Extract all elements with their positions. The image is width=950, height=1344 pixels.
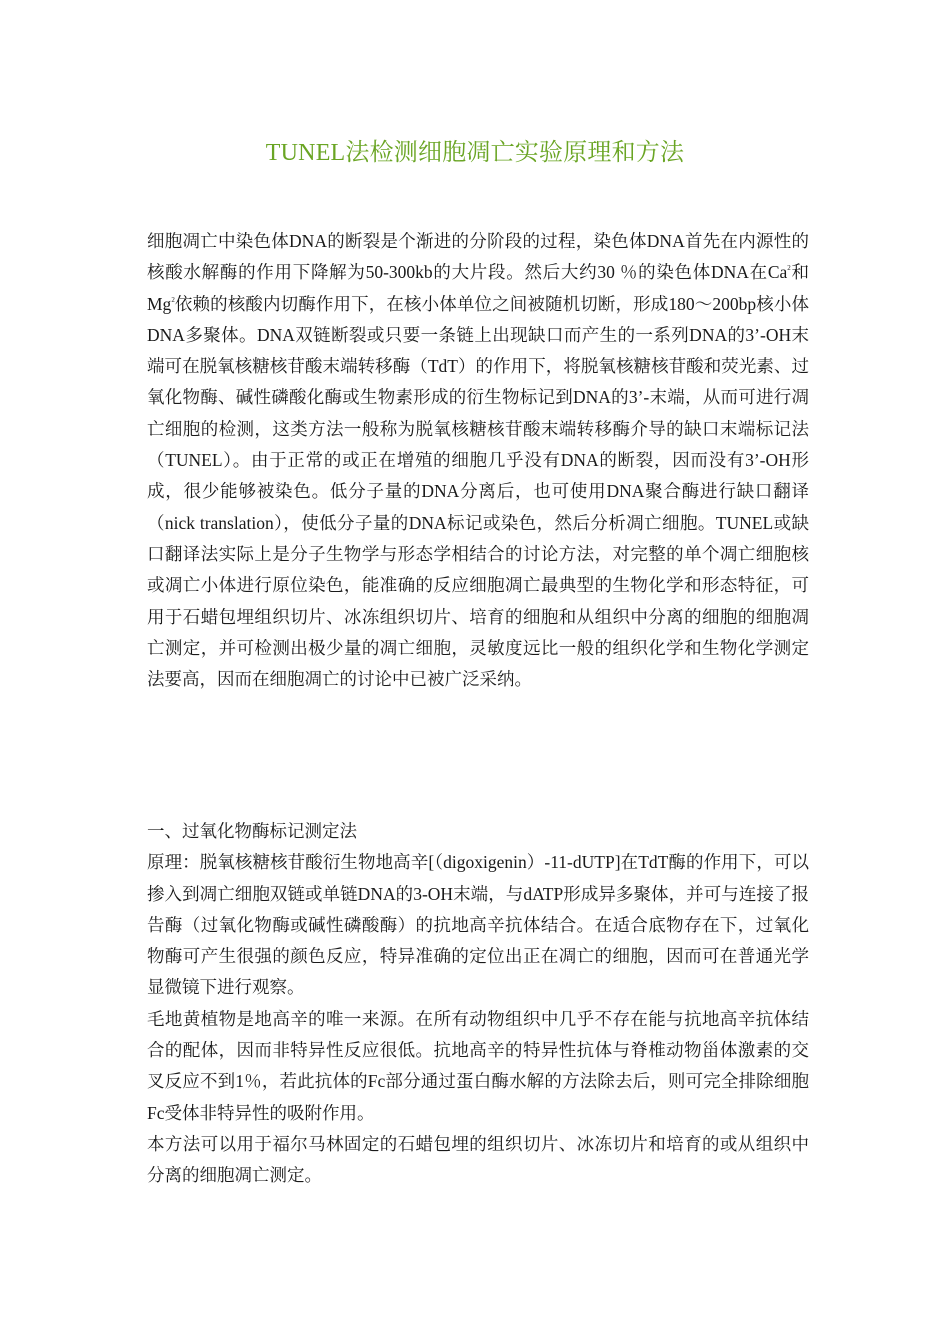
digoxigenin-paragraph: 毛地黄植物是地高辛的唯一来源。在所有动物组织中几乎不存在能与抗地高辛抗体结合的配体，因而非特异性反应很低。抗地高辛的特异性抗体与脊椎动物甾体激素的交叉反应不到1％，若此抗体的Fc部分通过蛋白酶水解的方法除去后，则可完全排除细胞Fc受体非特异性的吸附作用。 bbox=[147, 1008, 809, 1123]
calcium-charge: 2 bbox=[787, 264, 791, 273]
magnesium-charge: 2 bbox=[171, 295, 175, 304]
intro-paragraph bbox=[147, 226, 809, 695]
section-peroxidase bbox=[147, 816, 809, 1192]
section-heading: 一、过氧化物酶标记测定法 bbox=[147, 821, 357, 841]
application-paragraph: 本方法可以用于福尔马林固定的石蜡包埋的组织切片、冰冻切片和培育的或从组织中分离的细胞凋亡测定。 bbox=[147, 1133, 809, 1186]
intro-text-part2: 和Mg bbox=[147, 262, 809, 314]
document-title: TUNEL法检测细胞凋亡实验原理和方法 bbox=[265, 140, 685, 166]
principle-paragraph: 原理：脱氧核糖核苷酸衍生物地高辛[（digoxigenin）-11-dUTP]在TdT酶的作用下，可以掺入到凋亡细胞双链或单链DNA的3-OH末端，与dATP形成异多聚体，并可与连接了报告酶（过氧化物酶或碱性磷酸酶）的抗地高辛抗体结合。在适合底物存在下，过氧化物酶可产生很强的颜色反应，特异准确的定位出正在凋亡的细胞，因而可在普通光学显微镜下进行观察。 bbox=[147, 852, 809, 998]
intro-text-part1: 细胞凋亡中染色体DNA的断裂是个渐进的分阶段的过程，染色体DNA首先在内源性的核酸水解酶的作用下降解为50-300kb的大片段。然后大约30 ％的染色体DNA在Ca bbox=[147, 231, 809, 283]
intro-text-part3: 依赖的核酸内切酶作用下，在核小体单位之间被随机切断，形成180～200bp核小体DNA多聚体。DNA双链断裂或只要一条链上出现缺口而产生的一系列DNA的3’-OH末端可在脱氧核糖核苷酸末端转移酶（TdT）的作用下，将脱氧核糖核苷酸和荧光素、过氧化物酶、碱性磷酸化酶或生物素形成的衍生物标记到DNA的3’-末端，从而可进行凋亡细胞的检测，这类方法一般称为脱氧核糖核苷酸末端转移酶介导的缺口末端标记法（TUNEL）。由于正常的或正在增殖的细胞几乎没有DNA的断裂，因而没有3’-OH形成，很少能够被染色。低分子量的DNA分离后，也可使用DNA聚合酶进行缺口翻译（nick translation），使低分子量的DNA标记或染色，然后分析凋亡细胞。TUNEL或缺口翻译法实际上是分子生物学与形态学相结合的讨论方法，对完整的单个凋亡细胞核或凋亡小体进行原位染色，能准确的反应细胞凋亡最典型的生物化学和形态特征，可用于石蜡包埋组织切片、冰冻组织切片、培育的细胞和从组织中分离的细胞的细胞凋亡测定，并可检测出极少量的凋亡细胞，灵敏度远比一般的组织化学和生物化学测定法要高，因而在细胞凋亡的讨论中已被广泛采纳。 bbox=[147, 293, 809, 690]
intro-text bbox=[147, 226, 809, 695]
